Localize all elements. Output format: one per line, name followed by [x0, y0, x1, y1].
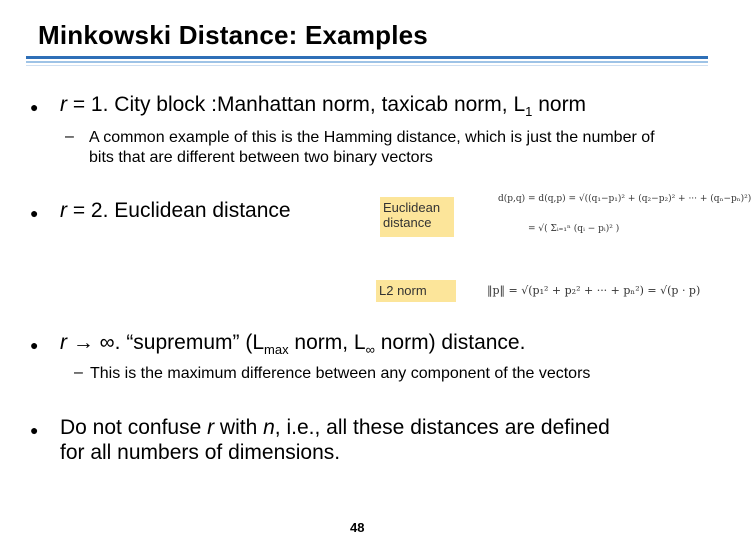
- sub-bullet-dash: –: [74, 364, 83, 381]
- title-rule-secondary: [26, 61, 708, 63]
- l2-norm-formula: ‖p‖ = √(p₁² + p₂² + ··· + pₙ²) = √(p · p): [487, 284, 701, 297]
- variable-r: r: [207, 416, 215, 439]
- bullet-marker: ●: [30, 99, 39, 115]
- variable-r: r: [60, 331, 67, 354]
- variable-n: n: [263, 416, 275, 439]
- bullet-marker: ●: [30, 422, 39, 438]
- slide-title: Minkowski Distance: Examples: [38, 20, 428, 50]
- euclidean-distance-label: Euclidean distance: [380, 197, 454, 237]
- supremum-note: This is the maximum difference between any component of the vectors: [90, 365, 591, 382]
- title-rule: [26, 56, 708, 59]
- euclidean-formula-line2: = √( Σᵢ₌₁ⁿ (qᵢ − pᵢ)² ): [528, 224, 620, 234]
- bullet-city-block: r = 1. City block :Manhattan norm, taxicab norm, $L_1$ norm: [60, 93, 587, 120]
- sub-bullet-dash: –: [65, 128, 74, 145]
- variable-r: r: [60, 199, 67, 222]
- bullet-supremum: r → ∞. “supremum” ($L_{max}$ norm, $L_\infty$ norm) distance.: [60, 331, 526, 358]
- bullet-euclidean: r = 2. Euclidean distance: [60, 199, 291, 222]
- bullet-marker: ●: [30, 205, 39, 221]
- norm-names: Manhattan norm, taxicab norm, L: [216, 93, 526, 116]
- title-rule-tertiary: [26, 65, 708, 66]
- hamming-note: A common example of this is the Hamming distance, which is just the number of bits that are different between two binary vectors: [89, 129, 655, 166]
- page-number: 48: [350, 520, 365, 535]
- variable-r: r: [60, 93, 67, 116]
- euclidean-formula-line1: d(p,q) = d(q,p) = √((q₁−p₁)² + (q₂−p₂)² + ··· + (qₙ−pₙ)²): [498, 194, 751, 204]
- l2-norm-label: L2 norm: [376, 280, 456, 302]
- bullet-dimensions: Do not confuse r with n, i.e., all these distances are defined for all numbers of dimensions.: [60, 416, 610, 464]
- bullet-marker: ●: [30, 337, 39, 353]
